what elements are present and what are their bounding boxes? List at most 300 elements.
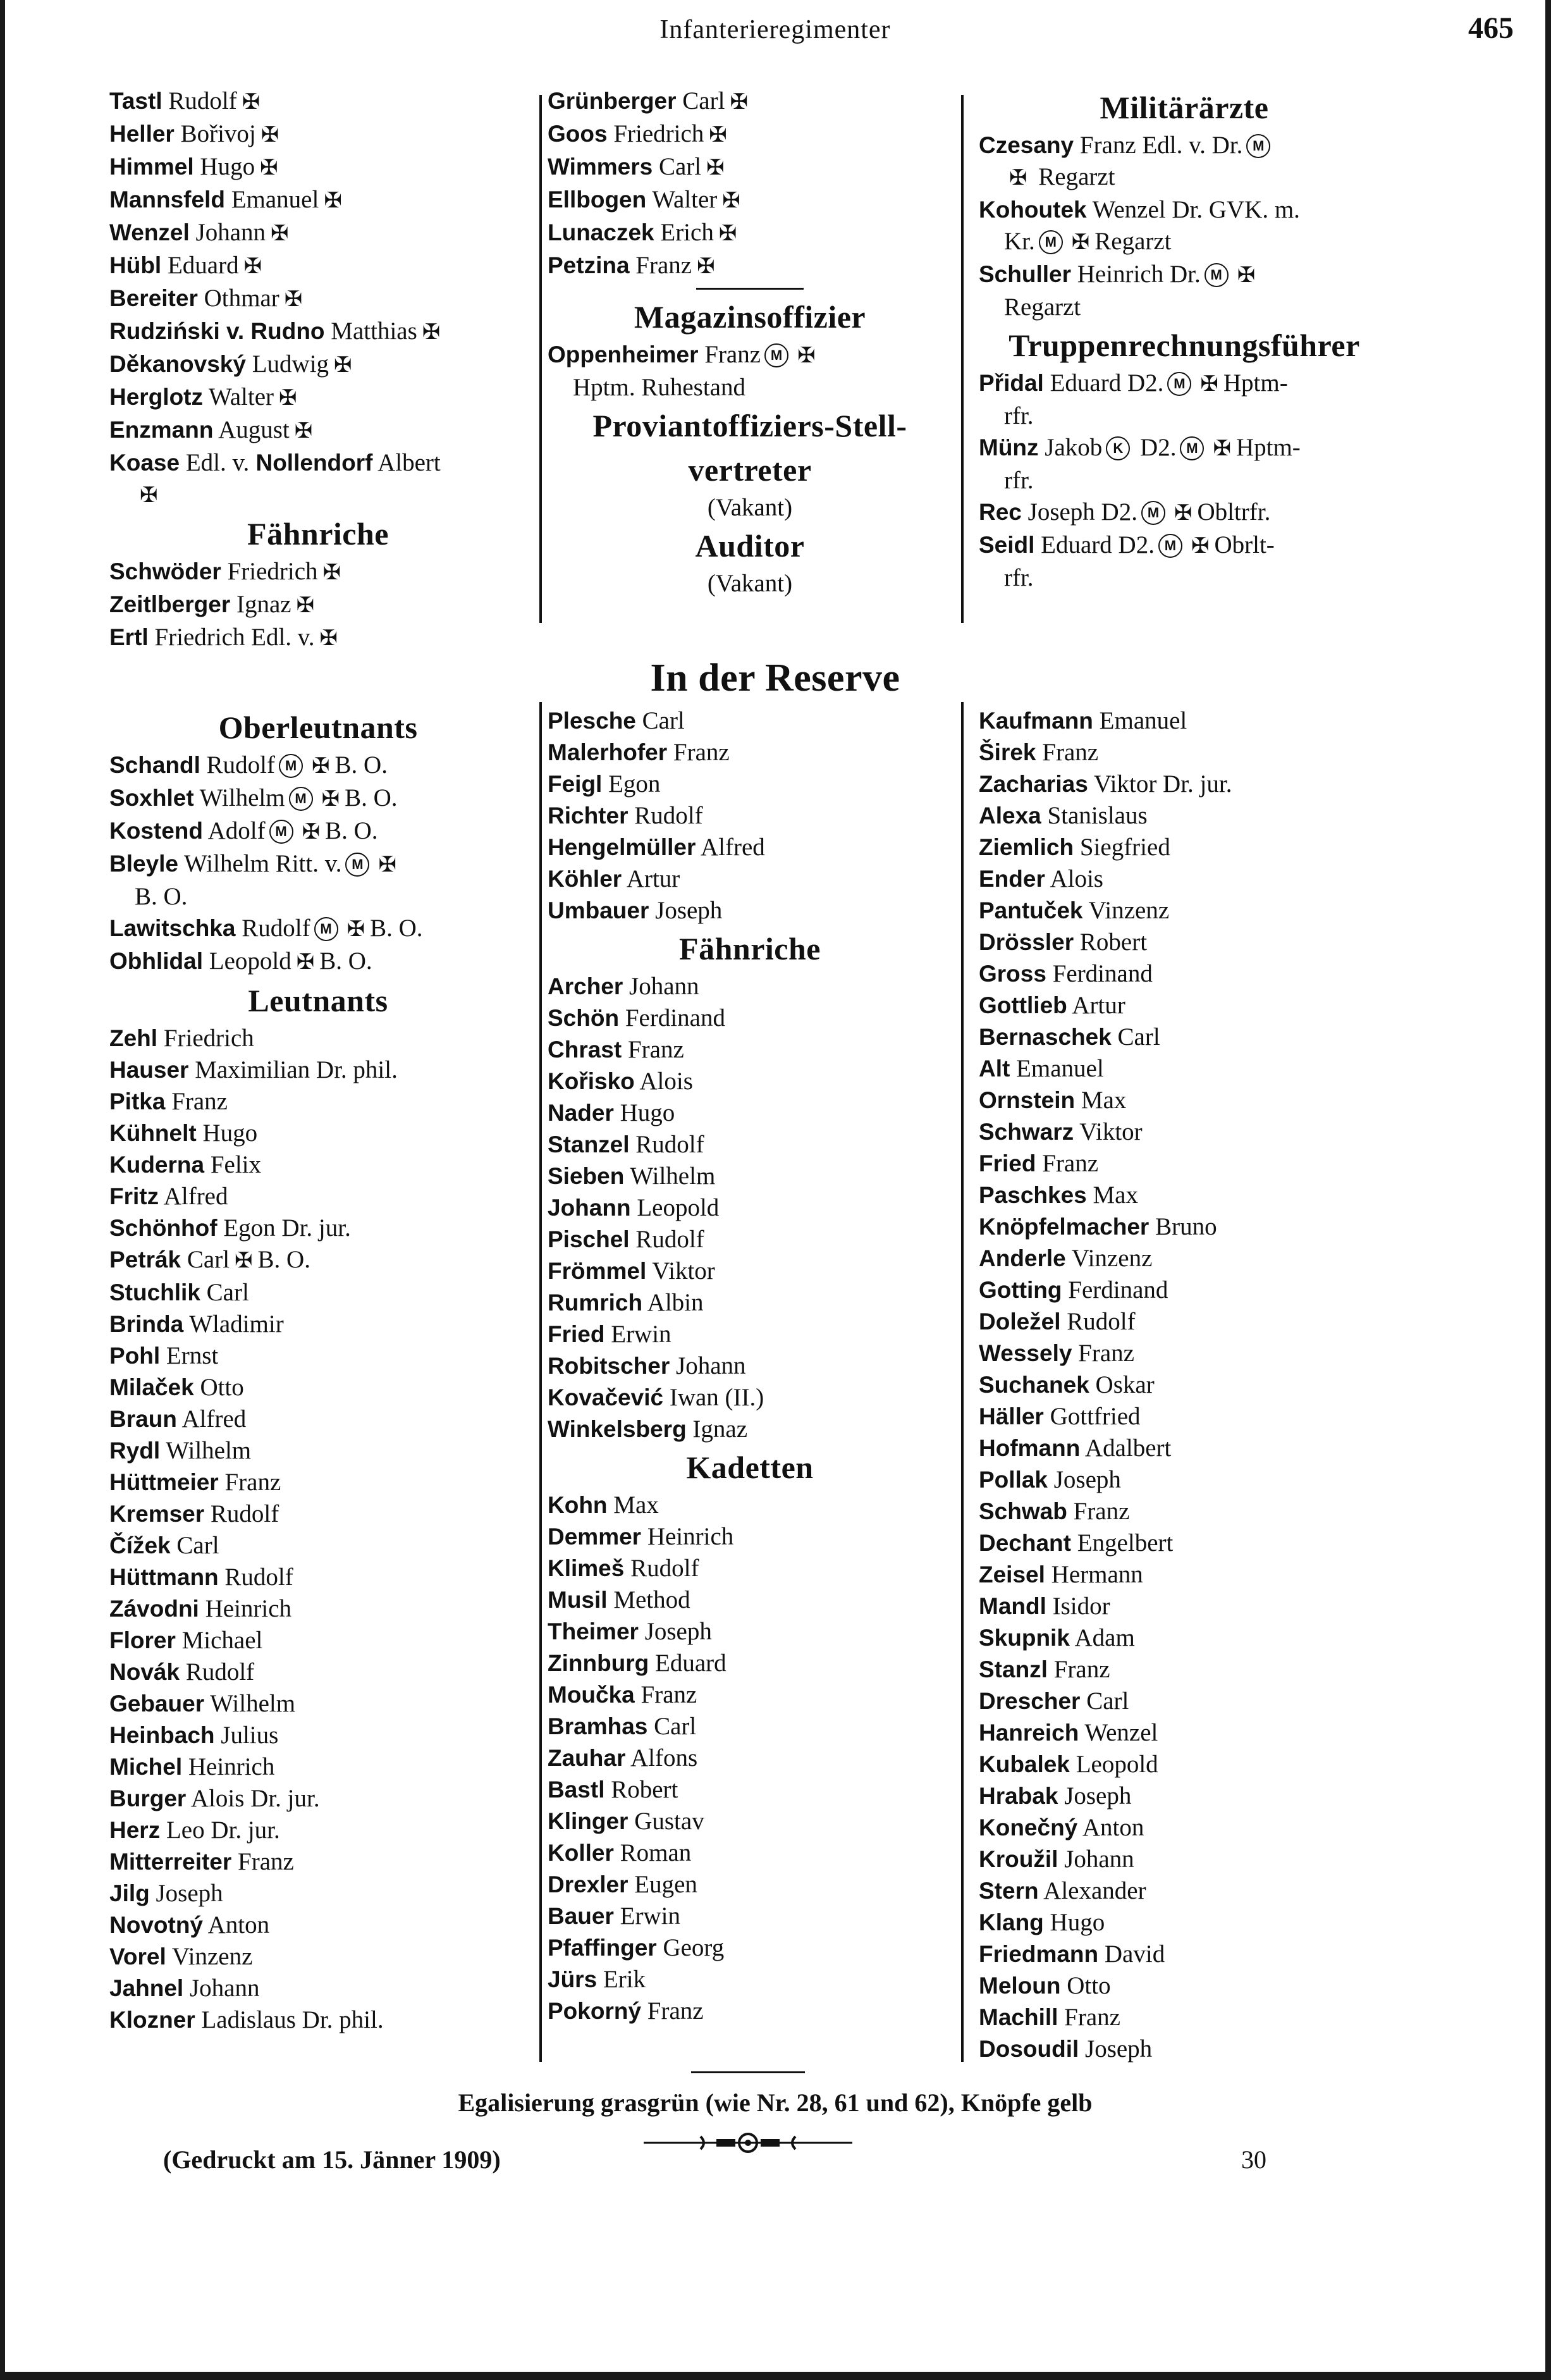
roster-entry (109, 1212, 527, 1244)
given-name: Erwin (604, 1321, 671, 1348)
roster-entry (109, 1625, 527, 1656)
surname: Münz (979, 435, 1039, 460)
given-name: Rudolf (162, 87, 237, 114)
surname: Schwarz (979, 1119, 1074, 1145)
roster-entry (548, 1774, 952, 1806)
surname: Kořisko (548, 1068, 635, 1094)
surname: Soxhlet (109, 785, 194, 811)
given-name: Edl. v. (180, 449, 250, 476)
bottom-column-1 (109, 705, 527, 2036)
given-name: Rudolf (235, 915, 310, 942)
roster-entry (109, 1181, 527, 1212)
roster-entry (548, 1319, 952, 1350)
medal-circle-icon: M (1141, 501, 1165, 525)
cross-decoration-icon: ✠ (1009, 166, 1027, 190)
roster-entry (979, 1970, 1390, 2002)
surname: Zeisel (979, 1562, 1045, 1588)
roster-entry (548, 1066, 952, 1097)
given-name: Wilhelm (160, 1437, 252, 1464)
roster-entry (548, 184, 952, 217)
given-name: Joseph (1058, 1782, 1132, 1810)
given-name: Franz (629, 252, 692, 279)
surname: Kühnelt (109, 1120, 197, 1146)
given-name: Friedrich (607, 120, 704, 147)
surname: Burger (109, 1785, 187, 1811)
surname: Stern (979, 1878, 1039, 1904)
roster-entry (979, 1622, 1390, 1654)
given-name: Ladislaus Dr. phil. (195, 2006, 384, 2033)
surname: Nollendorf (249, 450, 373, 476)
roster-entry (109, 1878, 527, 1909)
roster-entry (109, 1530, 527, 1562)
section-heading: Truppenrechnungsführer (1008, 328, 1360, 363)
surname: Czesany (979, 132, 1074, 158)
roster-entry (548, 1964, 952, 1995)
roster-entry (979, 1464, 1390, 1496)
roster-entry (109, 1277, 527, 1309)
surname: Širek (979, 739, 1036, 765)
entry-continuation (979, 226, 1390, 259)
given-name: Carl (647, 1713, 697, 1740)
given-name: Franz (1036, 739, 1099, 766)
roster-entry (548, 705, 952, 737)
roster-entry (979, 432, 1390, 465)
surname: Jürs (548, 1966, 598, 1992)
surname: Ender (979, 866, 1045, 892)
roster-entry (109, 1309, 527, 1340)
name-detail: D2. (1134, 434, 1177, 461)
roster-entry (548, 1648, 952, 1679)
roster-entry (109, 85, 527, 118)
cross-decoration-icon: ✠ (722, 189, 740, 213)
given-name: Carl (653, 153, 702, 180)
surname: Bernaschek (979, 1024, 1112, 1050)
surname: Stuchlik (109, 1279, 200, 1305)
roster-entry (109, 622, 527, 655)
roster-entry (109, 1498, 527, 1530)
surname: Archer (548, 973, 623, 999)
surname: Fried (548, 1321, 605, 1347)
surname: Hengelmüller (548, 834, 696, 860)
given-name: Isidor (1046, 1593, 1110, 1620)
given-name: Franz (165, 1088, 228, 1115)
roster-entry (979, 1243, 1390, 1274)
vacancy-note: (Vakant) (707, 570, 793, 597)
cross-decoration-icon: ✠ (284, 288, 303, 311)
given-name: Othmar (197, 285, 279, 312)
given-name: Alois (634, 1068, 693, 1095)
cross-decoration-icon: ✠ (260, 156, 278, 180)
roster-entry (548, 1584, 952, 1616)
surname: Anderle (979, 1245, 1066, 1271)
surname: Čížek (109, 1532, 171, 1558)
surname: Mandl (979, 1593, 1046, 1619)
surname: Bleyle (109, 851, 179, 877)
surname: Himmel (109, 154, 194, 180)
roster-entry (548, 1192, 952, 1224)
print-date: (Gedruckt am 15. Jänner 1909) (163, 2145, 501, 2174)
medal-circle-icon: M (314, 917, 338, 941)
surname: Johann (548, 1195, 631, 1221)
medal-circle-icon: M (345, 853, 369, 877)
roster-entry (548, 737, 952, 768)
roster-entry (979, 768, 1390, 800)
roster-entry (979, 194, 1390, 226)
surname: Klimeš (548, 1555, 625, 1581)
roster-entry (979, 1654, 1390, 1686)
surname: Gottlieb (979, 992, 1067, 1018)
surname: Nader (548, 1100, 614, 1126)
given-name: Friedrich (221, 558, 318, 585)
roster-entry (548, 1995, 952, 2027)
given-name: Erich (654, 219, 714, 246)
given-name: Rudolf (180, 1658, 255, 1686)
roster-entry (548, 1350, 952, 1382)
surname: Heller (109, 121, 175, 147)
entry-continuation (109, 881, 527, 913)
given-name: Wilhelm (193, 784, 285, 811)
surname: Kohoutek (979, 197, 1087, 223)
surname: Novotný (109, 1912, 203, 1938)
given-name: Alfons (625, 1744, 698, 1772)
roster-entry (979, 1591, 1390, 1622)
roster-entry (109, 1688, 527, 1720)
roster-entry (109, 1372, 527, 1403)
top-column-2 (548, 85, 952, 600)
given-name: Wilhelm (204, 1690, 296, 1717)
given-name: Carl (1080, 1687, 1129, 1715)
surname: Alexa (979, 803, 1041, 829)
roster-entry (979, 927, 1390, 958)
rank-note: Obrlt- (1214, 531, 1275, 558)
given-name: Viktor (646, 1257, 715, 1285)
roster-entry (109, 381, 527, 414)
roster-entry (109, 1815, 527, 1846)
roster-entry (548, 1489, 952, 1521)
surname: Petzina (548, 252, 630, 278)
roster-entry (109, 1340, 527, 1372)
surname: Hrabak (979, 1783, 1058, 1809)
rank-note: Obltrfr. (1197, 498, 1271, 526)
given-name: Walter (646, 186, 718, 213)
roster-entry (109, 414, 527, 447)
bottom-column-3 (979, 705, 1390, 2065)
roster-entry (109, 316, 527, 348)
surname: Hüttmann (109, 1564, 219, 1590)
roster-entry (979, 367, 1390, 400)
given-name: Hugo (196, 1119, 258, 1147)
section-heading: Fähnriche (679, 931, 821, 966)
roster-entry (979, 1211, 1390, 1243)
roster-entry (548, 151, 952, 184)
given-name: Wladimir (183, 1310, 284, 1338)
given-name: Eduard (161, 252, 239, 279)
given-name: Alois (1045, 865, 1103, 892)
surname: Alt (979, 1056, 1010, 1082)
surname: Chrast (548, 1037, 622, 1063)
given-name: August (213, 416, 290, 443)
surname: Moučka (548, 1682, 635, 1708)
medal-circle-icon: M (1158, 534, 1182, 558)
running-header-title: Infanterieregimenter (659, 15, 891, 44)
given-name: Wilhelm (624, 1162, 716, 1190)
given-name: Joseph (649, 897, 723, 924)
cross-decoration-icon: ✠ (302, 820, 321, 844)
given-name: Friedrich (157, 1025, 254, 1052)
cross-decoration-icon: ✠ (706, 156, 725, 180)
surname: Malerhofer (548, 739, 668, 765)
surname: Wessely (979, 1340, 1072, 1366)
given-name: Felix (204, 1151, 261, 1178)
surname: Herz (109, 1817, 161, 1843)
given-name: Max (607, 1491, 659, 1519)
roster-entry (548, 1901, 952, 1932)
roster-entry (979, 496, 1390, 529)
surname: Rydl (109, 1438, 161, 1464)
surname: Stanzl (979, 1656, 1048, 1682)
entry-continuation (548, 372, 952, 404)
given-name: Rudolf (200, 751, 276, 779)
rank-note: B. O. (319, 947, 372, 975)
section-rule (696, 288, 804, 290)
given-name: Jakob (1038, 434, 1103, 461)
roster-entry (109, 1593, 527, 1625)
given-name: Carl (170, 1532, 219, 1559)
given-name: Carl (181, 1246, 230, 1273)
roster-entry (109, 1941, 527, 1973)
cross-decoration-icon: ✠ (718, 222, 737, 245)
cross-decoration-icon: ✠ (334, 354, 352, 377)
cross-decoration-icon: ✠ (1200, 373, 1218, 396)
given-name: Rudolf (204, 1500, 279, 1527)
surname: Petrák (109, 1247, 181, 1273)
roster-entry (109, 1118, 527, 1149)
roster-entry (548, 1097, 952, 1129)
surname: Umbauer (548, 897, 649, 923)
surname: Hofmann (979, 1435, 1081, 1461)
given-name: Wenzel Dr. GVK. m. (1086, 196, 1300, 223)
surname: Skupnik (979, 1625, 1070, 1651)
given-name: Artur (622, 865, 680, 892)
surname: Mitterreiter (109, 1849, 232, 1875)
surname: Pollak (979, 1467, 1048, 1493)
surname: Knöpfelmacher (979, 1214, 1149, 1240)
roster-entry (979, 1907, 1390, 1939)
surname: Schön (548, 1005, 620, 1031)
section-heading: Oberleutnants (218, 710, 418, 745)
cross-decoration-icon: ✠ (312, 755, 330, 778)
medal-circle-icon: M (1180, 436, 1204, 460)
roster-entry (548, 1224, 952, 1255)
bottom-column-2 (548, 705, 952, 2027)
given-name: Joseph (1079, 2035, 1153, 2062)
roster-entry (548, 1837, 952, 1869)
top-column-1 (109, 85, 527, 655)
given-name: Erwin (613, 1902, 680, 1930)
roster-entry (548, 1869, 952, 1901)
given-name: Emanuel (1010, 1055, 1104, 1082)
roster-entry (979, 1433, 1390, 1464)
surname: Oppenheimer (548, 342, 699, 367)
surname: Kroužil (979, 1846, 1058, 1872)
roster-entry (548, 339, 952, 372)
given-name: Ferdinand (619, 1004, 725, 1032)
cross-decoration-icon: ✠ (279, 386, 297, 410)
column-divider (961, 702, 964, 2062)
rank-note: Regarzt (1094, 228, 1172, 255)
roster-entry (109, 556, 527, 589)
given-name: rfr. (1004, 467, 1034, 494)
roster-entry (109, 1149, 527, 1181)
roster-entry (109, 217, 527, 250)
surname: Hauser (109, 1057, 189, 1083)
given-name: Rudolf (629, 1131, 704, 1158)
given-name: Otto (193, 1374, 244, 1401)
given-name: Vinzenz (1065, 1245, 1153, 1272)
given-name: Alfred (176, 1405, 247, 1433)
roster-entry (109, 2004, 527, 2036)
roster-entry (109, 1973, 527, 2004)
given-name: Bořivoj (174, 120, 256, 147)
surname: Demmer (548, 1524, 642, 1550)
given-name: Georg (656, 1934, 725, 1961)
roster-entry (109, 1244, 527, 1277)
page-number: 465 (1468, 11, 1514, 45)
section-heading: Auditor (695, 528, 805, 564)
roster-entry (979, 1148, 1390, 1180)
cross-decoration-icon: ✠ (1191, 534, 1210, 558)
roster-entry (979, 259, 1390, 292)
roster-entry (109, 1751, 527, 1783)
surname: Hüttmeier (109, 1469, 219, 1495)
surname: Stanzel (548, 1131, 630, 1157)
facing-note: Egalisierung grasgrün (wie Nr. 28, 61 und 62), Knöpfe gelb (458, 2088, 1093, 2117)
medal-circle-icon: M (1167, 372, 1191, 396)
roster-entry (109, 946, 527, 978)
roster-entry (109, 1086, 527, 1118)
roster-entry (979, 958, 1390, 990)
given-name: Franz (218, 1469, 281, 1496)
given-name: Hptm. Ruhestand (573, 374, 745, 401)
surname: Hanreich (979, 1720, 1079, 1746)
roster-entry (109, 749, 527, 782)
given-name: David (1098, 1940, 1165, 1968)
surname: Drexler (548, 1871, 628, 1897)
roster-entry (979, 1939, 1390, 1970)
surname: Kohn (548, 1492, 608, 1518)
surname: Zacharias (979, 771, 1088, 797)
given-name: Ludwig (245, 350, 329, 378)
roster-entry (548, 1616, 952, 1648)
given-name: Oskar (1089, 1371, 1155, 1398)
given-name: Emanuel (1093, 707, 1187, 734)
cross-decoration-icon: ✠ (243, 255, 262, 278)
reserve-heading: In der Reserve (650, 657, 900, 700)
surname: Braun (109, 1406, 177, 1432)
cross-decoration-icon: ✠ (296, 951, 315, 974)
rank-note: B. O. (325, 817, 378, 844)
given-name: Heinrich Dr. (1071, 261, 1201, 288)
cross-decoration-icon: ✠ (1237, 264, 1256, 287)
roster-entry (979, 1527, 1390, 1559)
rule (691, 2071, 805, 2073)
given-name: Eduard D2. (1034, 531, 1155, 558)
given-name: Rudolf (629, 1226, 704, 1253)
given-name: Hugo (613, 1099, 675, 1126)
roster-entry (109, 1720, 527, 1751)
given-name: Johann (623, 973, 699, 1000)
surname: Paschkes (979, 1182, 1087, 1208)
ornament-divider (644, 2130, 852, 2155)
surname: Gebauer (109, 1691, 205, 1717)
surname: Rec (979, 499, 1022, 525)
given-name: Carl (1111, 1023, 1160, 1051)
entry-continuation (979, 161, 1390, 194)
roster-entry (979, 1496, 1390, 1527)
surname: Kaufmann (979, 708, 1093, 734)
surname: Jahnel (109, 1975, 184, 2001)
section-heading: Leutnants (248, 983, 388, 1018)
medal-circle-icon: M (1039, 230, 1063, 254)
column-divider (539, 95, 542, 623)
roster-entry (979, 1401, 1390, 1433)
roster-entry (548, 800, 952, 832)
given-name: Roman (613, 1839, 692, 1866)
given-name: Iwan (II.) (663, 1384, 764, 1411)
surname: Machill (979, 2004, 1058, 2030)
surname: Zeitlberger (109, 591, 231, 617)
roster-entry (548, 1711, 952, 1742)
roster-entry (979, 130, 1390, 161)
given-name: Eduard (649, 1649, 726, 1677)
surname: Koller (548, 1840, 614, 1866)
roster-entry (109, 815, 527, 848)
surname: Milaček (109, 1374, 194, 1400)
given-name: Leo Dr. jur. (160, 1816, 280, 1844)
roster-entry (548, 1034, 952, 1066)
surname: Konečný (979, 1815, 1078, 1840)
given-name: Michael (175, 1627, 263, 1654)
surname: Schuller (979, 261, 1071, 287)
given-name: Hermann (1045, 1561, 1143, 1588)
given-name: Max (1075, 1087, 1127, 1114)
medal-circle-icon: M (279, 754, 303, 778)
given-name: rfr. (1004, 402, 1034, 429)
roster-entry (109, 184, 527, 217)
given-name: Heinrich (182, 1753, 275, 1780)
roster-entry (979, 1085, 1390, 1116)
given-name: Franz (1067, 1498, 1130, 1525)
given-name: Alexander (1038, 1877, 1146, 1904)
document-page (5, 0, 1545, 2372)
surname: Bramhas (548, 1713, 648, 1739)
given-name: Viktor Dr. jur. (1088, 770, 1232, 798)
given-name: Vinzenz (166, 1943, 253, 1970)
given-name: Adam (1069, 1624, 1135, 1651)
given-name: Joseph D2. (1021, 498, 1137, 526)
surname: Ornstein (979, 1087, 1076, 1113)
roster-entry (548, 1521, 952, 1553)
cross-decoration-icon: ✠ (321, 787, 340, 811)
given-name: Robert (1074, 928, 1148, 956)
surname: Klinger (548, 1808, 628, 1834)
surname: Mannsfeld (109, 187, 225, 213)
roster-entry (548, 1679, 952, 1711)
roster-entry (109, 1467, 527, 1498)
given-name: Wenzel (1079, 1719, 1158, 1746)
given-name: Franz (1036, 1150, 1099, 1177)
cross-decoration-icon: ✠ (235, 1249, 253, 1273)
